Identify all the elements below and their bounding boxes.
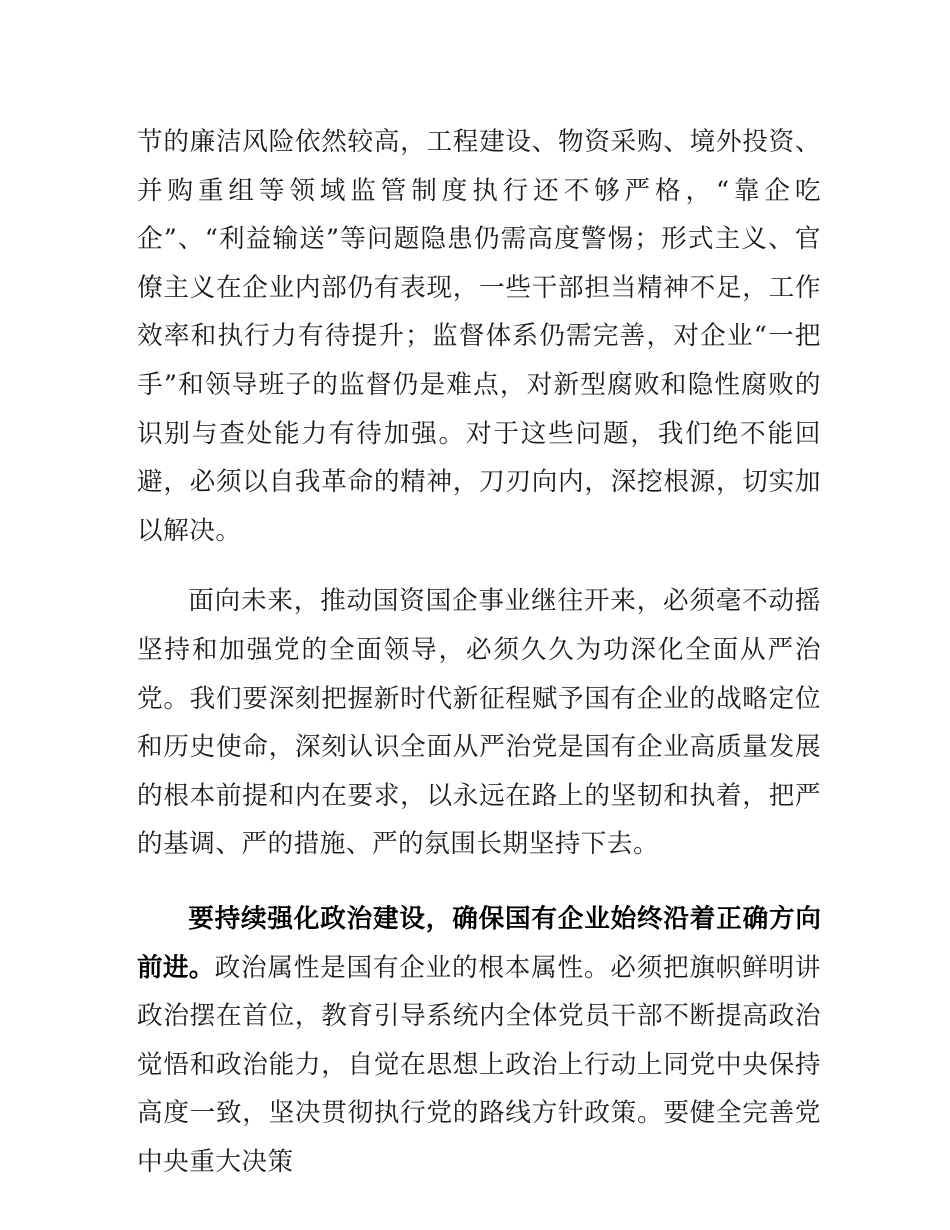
paragraph-3	[137, 895, 821, 1187]
paragraph-gap-1	[137, 555, 821, 577]
paragraph-gap-2	[137, 869, 821, 895]
paragraph-2: 面向未来，推动国资国企事业继往开来，必须毫不动摇坚持和加强党的全面领导，必须久久为功深化全面从严治党。我们要深刻把握新时代新征程赋予国有企业的战略定位和历史使命，深刻认识全面从严治党是国有企业高质量发展的根本前提和内在要求，以永远在路上的坚韧和执着，把严的基调、严的措施、严的氛围长期坚持下去。	[137, 586, 821, 860]
paragraph-3-bold-lead: 要持续强化政治建设，确保国有企业始终沿着正确方向前进。	[137, 904, 821, 982]
paragraph-1: 节的廉洁风险依然较高，工程建设、物资采购、境外投资、并购重组等领域监管制度执行还不够严格，“靠企吃企”、“利益输送”等问题隐患仍需高度警惕；形式主义、官僚主义在企业内部仍有表现，一些干部担当精神不足，工作效率和执行力有待提升；监督体系仍需完善，对企业“一把手”和领导班子的监督仍是难点，对新型腐败和隐性腐败的识别与查处能力有待加强。对于这些问题，我们绝不能回避，必须以自我革命的精神，刀刃向内，深挖根源，切实加以解决。	[137, 127, 821, 546]
paragraph-3-body: 政治属性是国有企业的根本属性。必须把旗帜鲜明讲政治摆在首位，教育引导系统内全体党员干部不断提高政治觉悟和政治能力，自觉在思想上政治上行动上同党中央保持高度一致，坚决贯彻执行党的路线方针政策。要健全完善党中央重大决策	[137, 952, 821, 1177]
document-text-body	[137, 118, 821, 1186]
